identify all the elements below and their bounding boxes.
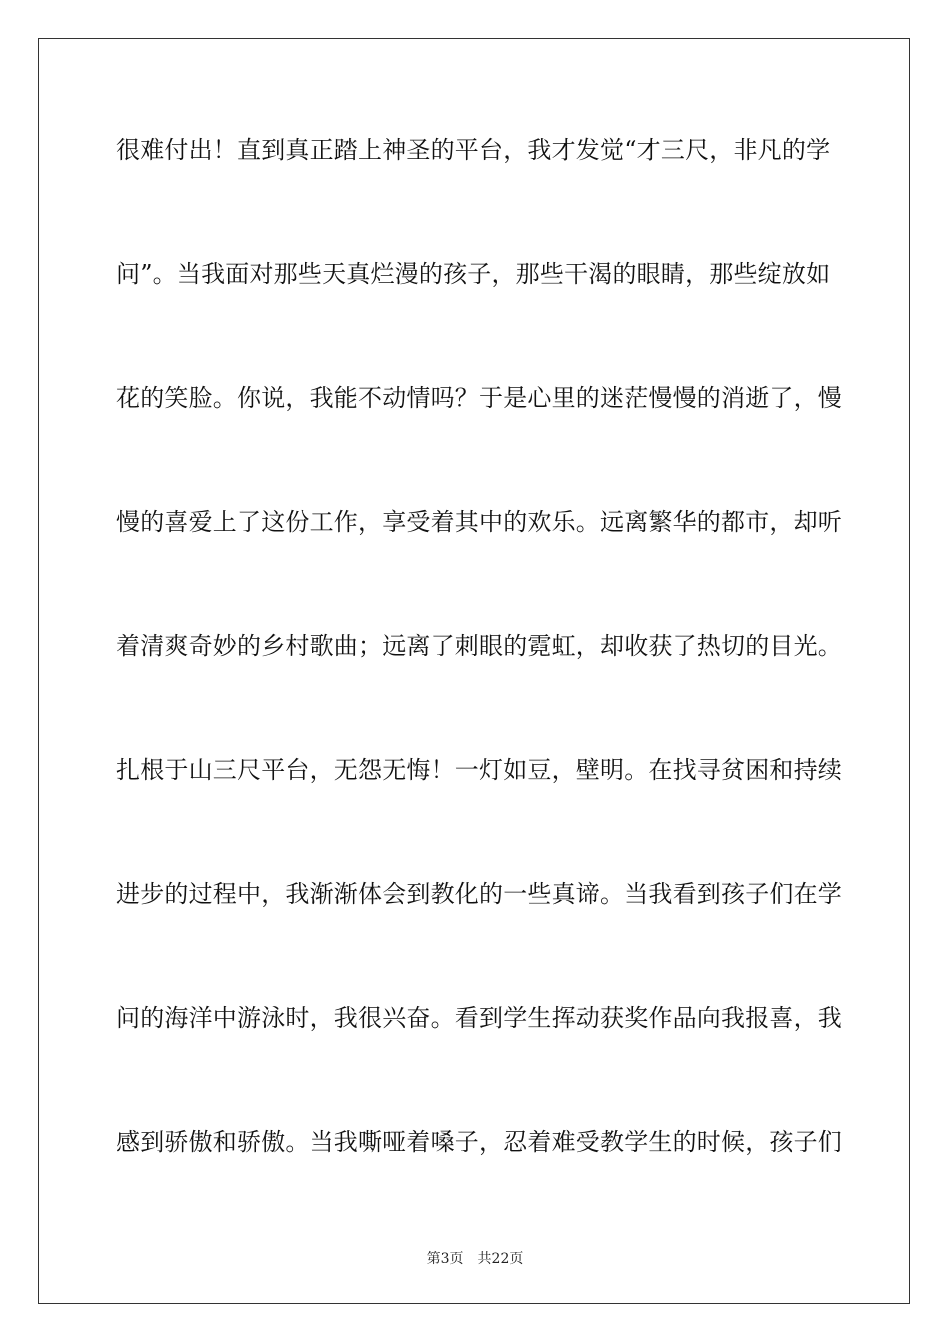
total-pages: 共22页: [477, 1251, 524, 1267]
text-line-3: 花的笑脸。你说，我能不动情吗？于是心里的迷茫慢慢的消逝了，慢: [116, 384, 842, 412]
text-line-9: 感到骄傲和骄傲。当我嘶哑着嗓子，忍着难受教学生的时候，孩子们: [116, 1128, 842, 1156]
text-line-1: 很难付出！直到真正踏上神圣的平台，我才发觉“才三尺，非凡的学: [116, 136, 831, 164]
text-line-2: 问”。当我面对那些天真烂漫的孩子，那些干渴的眼睛，那些绽放如: [116, 260, 831, 288]
page-number: 第3页: [426, 1251, 464, 1267]
page-footer: [0, 1248, 950, 1268]
text-line-6: 扎根于山三尺平台，无怨无悔！一灯如豆，壁明。在找寻贫困和持续: [116, 756, 842, 784]
text-line-8: 问的海洋中游泳时，我很兴奋。看到学生挥动获奖作品向我报喜，我: [116, 1004, 842, 1032]
text-line-4: 慢的喜爱上了这份工作，享受着其中的欢乐。远离繁华的都市，却听: [116, 508, 842, 536]
document-body: [116, 128, 842, 1244]
text-line-5: 着清爽奇妙的乡村歌曲；远离了刺眼的霓虹，却收获了热切的目光。: [116, 632, 842, 660]
text-line-7: 进步的过程中，我渐渐体会到教化的一些真谛。当我看到孩子们在学: [116, 880, 842, 908]
